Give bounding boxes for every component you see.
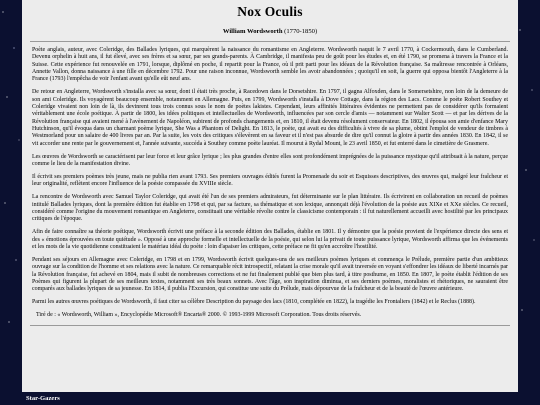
paragraph-1: Poète anglais, auteur, avec Coleridge, des Ballades lyriques, qui marquèrent la naissance du romantisme en Angleterre. Wordsworth naquit le 7 avril 1770, à Cockermouth, dans le Cumberland. Devenu orphelin à huit ans, il fut élevé, avec ses frères et sa sœur, par ses grands-parents. À Cambridge, il manifesta peu de goût pour les études et, en été 1790, se promena à travers la France et la Suisse. Cette expérience fut renouvelée en 1791, lorsque, diplômé en poche, il repartit pour la France, où il prit parti pour les idéaux de la Révolution française. Sa maîtresse rencontrée à Orléans, Annette Vallon, donna naissance à une fille en décembre 1792. Pour une raison inconnue, Wordsworth semble les avoir abandonnées ; quoiqu'il en soit, la guerre qui opposa bientôt l'Angleterre à la France (1793) l'empêcha de voir l'enfant avant qu'elle eût neuf ans.	[32, 47, 508, 83]
paragraph-2: De retour en Angleterre, Wordsworth s'installa avec sa sœur, dont il était très proche, à Racedown dans le Dorsetshire. En 1797, il gagna Alfoxden, dans le Somersetshire, non loin de la demeure de son ami Coleridge. Ils voyagèrent beaucoup ensemble, notamment en Allemagne. Puis, en 1799, Wordsworth s'installa à Dove Cottage, dans la région des Lacs. Comme le poète Robert Southey et Coleridge vivaient non loin de là, ils devinrent tous trois connus sous le nom de poètes lakistes. Cependant, leurs affinités littéraires évidentes ne permettent pas de considérer qu'ils formaient véritablement une école poétique. À partir de 1800, les idées politiques et intellectuelles de Wordsworth, influencées par son cercle d'amis — notamment sur Walter Scott — et par les dérives de la Révolution française qui avaient mené à l'avènement de Napoléon, subirent de profonds changements et, en 1810, il était devenu résolument conservateur. En 1802, il épousa son amie d'enfance Mary Hutchinson, qu'il évoqua dans un charmant poème lyrique, She Was a Phantom of Delight. En 1813, le poète, qui avait eu des difficultés à vivre de sa plume, obtint l'emploi de vendeur de timbres à Westmorland pour un salaire de 400 livres par an. Par la suite, les voix des critiques s'élevèrent en sa faveur et il n'est pas absurde de dire qu'il connut la gloire à partir des années 1830. En 1842, il se vit accorder une rente par le gouvernement et, l'année suivante, succéda à Southey comme poète lauréat. Il mourut à Rydal Mount, le 23 avril 1850, et fut enterré dans le cimetière de Grasmere.	[32, 89, 508, 147]
footer-brand: Star-Gazers	[26, 395, 60, 402]
article-dates: (1770-1850)	[284, 28, 318, 35]
footer-divider	[30, 325, 510, 326]
article-heading	[22, 28, 518, 35]
paragraph-3: Les œuvres de Wordsworth se caractérisent par leur force et leur grâce lyrique ; les plus grandes d'entre elles sont profondément imprégnées de la puissance mystique qu'il attribuait à la nature, perçue comme le lieu de la manifestation divine.	[32, 153, 508, 167]
source-credit: Tiré de : « Wordsworth, William », Encyclopédie Microsoft® Encarta® 2000. © 1993-1999 Microsoft Corporation. Tous droits réservés.	[36, 312, 362, 319]
paragraph-8: Parmi les autres œuvres poétiques de Wordsworth, il faut citer sa célèbre Description du paysage des lacs (1810, complétée en 1822), la tragédie les Frontaliers (1842) et le Reclus (1888).	[32, 299, 476, 306]
paragraph-6: Afin de faire connaître sa théorie poétique, Wordsworth écrivit une préface à la seconde édition des Ballades, établie en 1801. Il y démontre que la poésie provient de l'expérience directe des sens et des « émotions éprouvées en toute quiétude ». Opposé à une approche formelle et intellectuelle de la poésie, qui selon lui la privait de toute puissance lyrique, Wordsworth affirma que les événements et les mots de la vie quotidienne constituaient le matériau idéal du poète : loin d'apaiser les critiques, cette préface ne fit qu'en accroître l'hostilité.	[32, 229, 508, 250]
paragraph-5: La rencontre de Wordsworth avec Samuel Taylor Coleridge, qui avait été l'un de ses premiers admirateurs, fut déterminante sur le plan littéraire. Ils écrivirent en collaboration un recueil de poèmes intitulé Ballades lyriques, dont la première édition fut établie en 1798 et qui, par sa facture, sa thématique et son lexique, annonçait déjà l'évolution de la poésie aux XIXe et XXe siècles. Ce recueil, considéré comme l'origine du mouvement romantique en Angleterre, constituait une véritable révolte contre le classicisme contemporain : il fut naturellement accueilli avec hostilité par les principaux critiques de l'époque.	[32, 194, 508, 223]
article-author: William Wordsworth	[222, 28, 283, 35]
article-body	[22, 47, 518, 306]
paragraph-7: Pendant ses séjours en Allemagne avec Coleridge, en 1798 et en 1799, Wordsworth écrivit quelques-uns de ses meilleurs poèmes lyriques et commença le Prélude, première partie d'un ambitieux ouvrage sur la condition de l'homme et ses relations avec la nature. Ce remarquable récit introspectif, relatant la crise morale qu'il avait traversée en voyant s'effondrer les idéaux de liberté incarnés par la Révolution française, fut achevé en 1804, mais il subit de nombreuses corrections et ne fut finalement publié que bien plus tard, à titre posthume, en 1850. En 1807, le poète établit l'édition de ses Poèmes qui figurent la plupart de ses meilleurs textes, notamment ses très beaux sonnets. Avec l'âge, son inspiration diminua, et ses derniers poèmes, moralistes et rhétoriques, ne sauraient être comparés aux ballades lyriques de sa jeunesse. En 1814, il publia l'Excursion, qui constitue une suite du Prélude, mais dépourvue de la fraîcheur et de la beauté de l'œuvre antérieure.	[32, 256, 508, 293]
paragraph-4: Il écrivit ses premiers poèmes très jeune, mais ne publia rien avant 1793. Ses premiers ouvrages édités furent la Promenade du soir et Esquisses descriptives, des œuvres qui, malgré leur fraîcheur et leur originalité, reflètent encore l'influence de la poésie compassée du XVIIIe siècle.	[32, 173, 508, 188]
site-title: Nox Oculis	[237, 4, 303, 19]
heading-divider	[30, 41, 510, 42]
article-page	[22, 0, 518, 392]
